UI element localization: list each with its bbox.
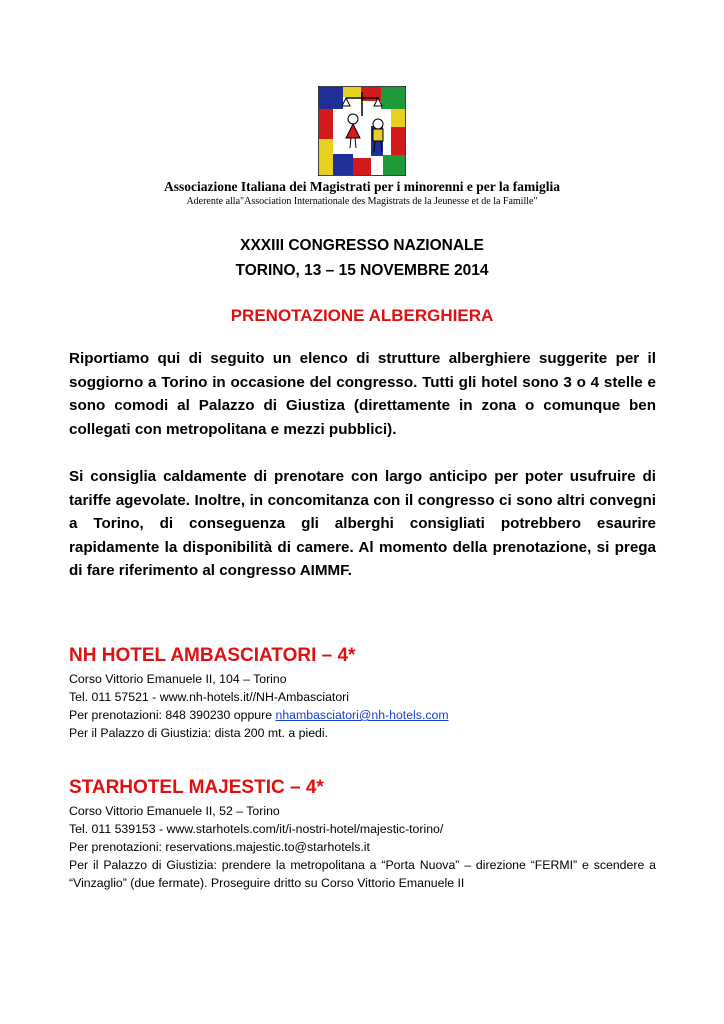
congress-heading: [0, 233, 724, 283]
association-subtitle: Aderente alla"Association Internationale des Magistrats de la Jeunesse et de la Famille": [186, 196, 538, 207]
hotel-address: Corso Vittorio Emanuele II, 104 – Torino: [69, 672, 287, 686]
hotel-details-majestic: [69, 802, 656, 892]
booking-prefix: Per prenotazioni: 848 390230 oppure: [69, 708, 276, 722]
congress-dates: TORINO, 13 – 15 NOVEMBRE 2014: [235, 262, 489, 279]
booking-email-link[interactable]: nhambasciatori@nh-hotels.com: [275, 708, 449, 722]
logo-graphic: [318, 86, 406, 176]
booking-advice-paragraph: Si consiglia caldamente di prenotare con largo anticipo per poter usufruire di tariffe agevolate. Inoltre, in concomitanza con il congresso ci sono altri convegni a Torino, di conseguenza gli alberghi consigliati potrebbero esaurire rapidamente la disponibilità di camere. Al momento della prenotazione, si prega di fare riferimento al congresso AIMMF.: [69, 468, 656, 579]
association-name: Associazione Italiana dei Magistrati per i minorenni e per la famiglia: [164, 179, 560, 194]
hotel-name-ambasciatori: NH HOTEL AMBASCIATORI – 4*: [69, 645, 356, 666]
hotel-directions: Per il Palazzo di Giustizia: dista 200 mt. a piedi.: [69, 726, 329, 740]
hotel-details-ambasciatori: [69, 670, 656, 742]
hotel-phone: Tel. 011 57521 - www.nh-hotels.it//NH-Ambasciatori: [69, 690, 349, 704]
hotel-phone: Tel. 011 539153 - www.starhotels.com/it/i-nostri-hotel/majestic-torino/: [69, 822, 444, 836]
section-title: PRENOTAZIONE ALBERGHIERA: [230, 306, 494, 325]
intro-paragraph: Riportiamo qui di seguito un elenco di strutture alberghiere suggerite per il soggiorno a Torino in occasione del congresso. Tutti gli hotel sono 3 o 4 stelle e sono comodi al Palazzo di Giustiza (direttamente in zona o comunque ben collegati con metropolitana e mezzi pubblici).: [69, 350, 656, 438]
hotel-address: Corso Vittorio Emanuele II, 52 – Torino: [69, 804, 280, 818]
association-logo: [318, 86, 406, 176]
congress-title: XXXIII CONGRESSO NAZIONALE: [240, 237, 484, 254]
hotel-name-majestic: STARHOTEL MAJESTIC – 4*: [69, 777, 324, 798]
hotel-booking: [69, 706, 656, 724]
hotel-directions: Per il Palazzo di Giustizia: prendere la metropolitana a “Porta Nuova” – direzione “FERMI” e scendere a “Vinzaglio” (due fermate). Proseguire dritto su Corso Vittorio Emanuele II: [69, 858, 656, 890]
hotel-booking: Per prenotazioni: reservations.majestic.to@starhotels.it: [69, 840, 370, 854]
